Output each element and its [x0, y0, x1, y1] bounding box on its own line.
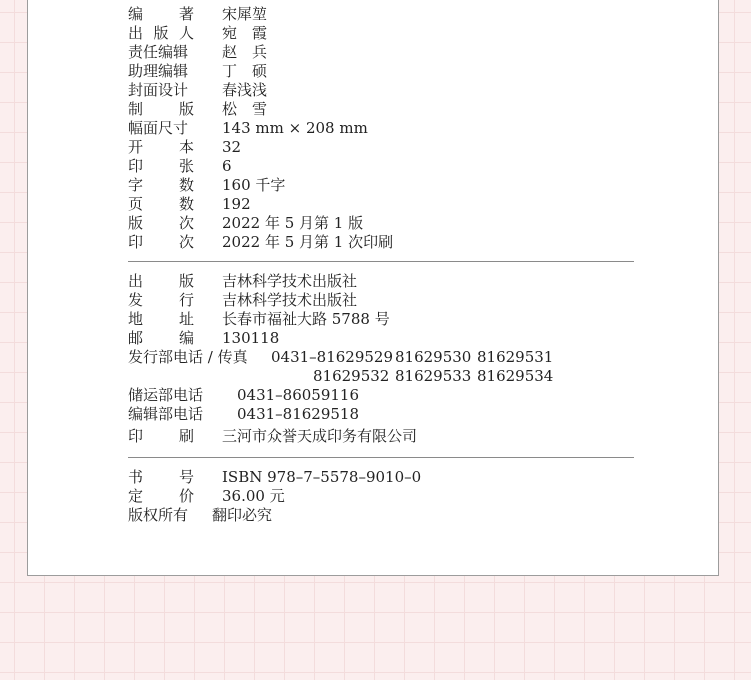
info-row-word-count	[128, 176, 638, 195]
publisher-row-distribute	[128, 291, 638, 310]
publisher-label: 发 行	[128, 291, 194, 309]
credits-section	[128, 5, 638, 252]
publisher-label: 出 版	[128, 272, 194, 290]
info-label: 制 版	[128, 100, 194, 118]
book-section	[128, 468, 638, 525]
price-value: 36.00 元	[222, 487, 285, 505]
info-row-plate	[128, 100, 638, 119]
printer-row	[128, 427, 638, 446]
publisher-value: 吉林科学技术出版社	[222, 272, 358, 290]
rights-value: 翻印必究	[212, 506, 273, 524]
info-label: 封面设计	[128, 81, 189, 99]
storage-phone-row	[128, 386, 638, 405]
info-label: 字 数	[128, 176, 194, 194]
info-row-sheets	[128, 157, 638, 176]
price-row	[128, 487, 638, 506]
info-row-assistant-editor	[128, 62, 638, 81]
info-row-printing	[128, 233, 638, 252]
editorial-phone-label: 编辑部电话	[128, 405, 204, 423]
info-value: 6	[222, 157, 232, 175]
info-row-format	[128, 138, 638, 157]
publisher-section	[128, 272, 638, 446]
info-value: 2022 年 5 月第 1 次印刷	[222, 233, 394, 251]
info-label: 开 本	[128, 138, 194, 156]
rights-label: 版权所有	[128, 506, 189, 524]
info-row-author	[128, 5, 638, 24]
rights-row	[128, 506, 638, 525]
publisher-label: 邮 编	[128, 329, 194, 347]
publisher-row-publish	[128, 272, 638, 291]
editorial-phone-row	[128, 405, 638, 424]
sales-phone: 81629530	[395, 348, 472, 366]
printer-value: 三河市众誉天成印务有限公司	[222, 427, 418, 445]
info-row-publisher-person	[128, 24, 638, 43]
sales-phone: 0431–81629529	[271, 348, 394, 366]
publisher-value: 吉林科学技术出版社	[222, 291, 358, 309]
info-label: 责任编辑	[128, 43, 189, 61]
publisher-value: 长春市福祉大路 5788 号	[222, 310, 390, 328]
info-row-edition	[128, 214, 638, 233]
publisher-label: 地 址	[128, 310, 194, 328]
info-label: 页 数	[128, 195, 194, 213]
storage-phone: 0431–86059116	[237, 386, 360, 404]
info-row-editor	[128, 43, 638, 62]
info-label: 版 次	[128, 214, 194, 232]
editorial-phone: 0431–81629518	[237, 405, 360, 423]
info-value: 春浅浅	[222, 81, 268, 99]
info-label: 幅面尺寸	[128, 119, 189, 137]
info-value: 宛 霞	[222, 24, 268, 42]
copyright-page	[27, 0, 719, 576]
publisher-row-address	[128, 310, 638, 329]
section-divider	[128, 457, 634, 458]
isbn-value: ISBN 978–7–5578–9010–0	[222, 468, 422, 486]
isbn-row	[128, 468, 638, 487]
isbn-label: 书 号	[128, 468, 194, 486]
sales-phone: 81629531	[477, 348, 554, 366]
sales-phone-label: 发行部电话 / 传真	[128, 348, 248, 366]
info-value: 丁 硕	[222, 62, 268, 80]
info-row-page-count	[128, 195, 638, 214]
info-row-cover-design	[128, 81, 638, 100]
sales-phone: 81629532	[313, 367, 390, 385]
info-value: 松 雪	[222, 100, 268, 118]
info-label: 出版人	[128, 24, 194, 42]
info-label: 助理编辑	[128, 62, 189, 80]
info-label: 印 张	[128, 157, 194, 175]
info-value: 宋犀堃	[222, 5, 268, 23]
publisher-row-postcode	[128, 329, 638, 348]
section-divider	[128, 261, 634, 262]
price-label: 定 价	[128, 487, 194, 505]
info-value: 160 千字	[222, 176, 286, 194]
sales-phone: 81629534	[477, 367, 554, 385]
info-label: 印 次	[128, 233, 194, 251]
info-row-size	[128, 119, 638, 138]
sales-phone-row	[128, 348, 638, 367]
info-value: 2022 年 5 月第 1 版	[222, 214, 364, 232]
info-value: 32	[222, 138, 242, 156]
info-label: 编 著	[128, 5, 194, 23]
sales-phone: 81629533	[395, 367, 472, 385]
sales-phone-row-2	[128, 367, 638, 386]
printer-label: 印 刷	[128, 427, 194, 445]
publisher-value: 130118	[222, 329, 280, 347]
info-value: 192	[222, 195, 251, 213]
info-value: 143 mm × 208 mm	[222, 119, 368, 137]
storage-phone-label: 储运部电话	[128, 386, 204, 404]
info-value: 赵 兵	[222, 43, 268, 61]
